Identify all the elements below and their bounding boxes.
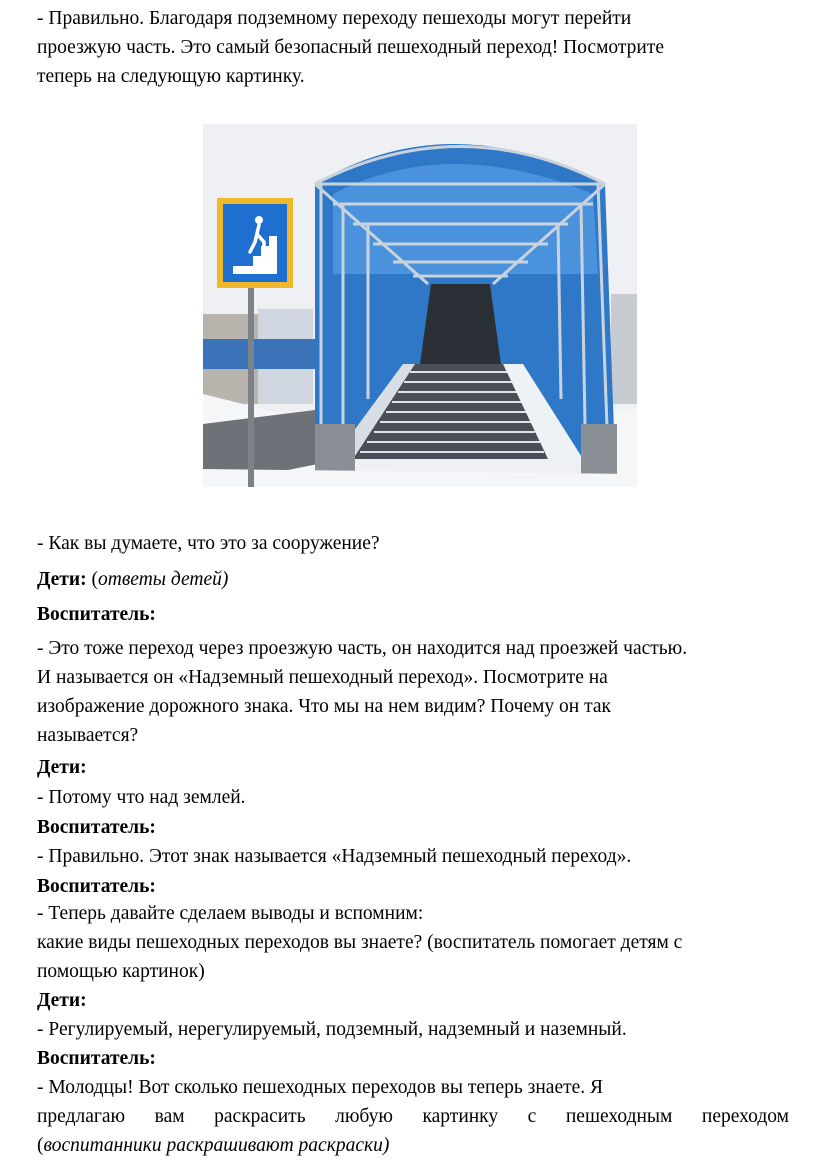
teacher-text-4-line-3 (37, 1131, 789, 1160)
intro-line-1: - Правильно. Благодаря подземному переходу пешеходы могут перейти (37, 8, 632, 29)
teacher-text-4-open-paren: ( (37, 1135, 44, 1156)
children-label-2: Дети: (37, 757, 87, 778)
teacher-text-3-line-3: помощью картинок) (37, 961, 205, 982)
intro-line-3: теперь на следующую картинку. (37, 66, 305, 87)
teacher-text-4-italic: воспитанники раскрашивают раскраски) (43, 1135, 390, 1156)
teacher-text-1 (37, 634, 789, 750)
intro-line-2: проезжую часть. Это самый безопасный пешеходный переход! Посмотрите (37, 37, 665, 58)
teacher-text-4-line-1: - Молодцы! Вот сколько пешеходных переходов вы теперь знаете. Я (37, 1077, 604, 1098)
teacher-text-1-line-1: - Это тоже переход через проезжую часть, он находится над проезжей частью. (37, 638, 688, 659)
children-label-1: Дети: (37, 569, 87, 590)
teacher-text-2: - Правильно. Этот знак называется «Надземный пешеходный переход». (37, 846, 632, 867)
children-text-3: - Регулируемый, нерегулируемый, подземный, надземный и наземный. (37, 1019, 627, 1040)
children-text-2: - Потому что над землей. (37, 787, 246, 808)
teacher-text-1-line-3: изображение дорожного знака. Что мы на нем видим? Почему он так (37, 696, 611, 717)
teacher-text-1-line-2: И называется он «Надземный пешеходный переход». Посмотрите на (37, 667, 608, 688)
teacher-text-4 (37, 1073, 789, 1160)
teacher-label-4: Воспитатель: (37, 1048, 156, 1069)
teacher-label-3: Воспитатель: (37, 876, 156, 897)
question-1: - Как вы думаете, что это за сооружение? (37, 533, 380, 554)
teacher-label-2: Воспитатель: (37, 817, 156, 838)
pedestrian-stairs-sign-icon (217, 198, 293, 288)
children-open-paren: ( (86, 569, 98, 590)
teacher-label-1: Воспитатель: (37, 604, 156, 625)
children-label-3: Дети: (37, 990, 87, 1011)
teacher-text-3-line-1: - Теперь давайте сделаем выводы и вспомним: (37, 903, 424, 924)
teacher-text-3-line-2: какие виды пешеходных переходов вы знаете? (воспитатель помогает детям с (37, 932, 683, 953)
children-line-1 (37, 565, 789, 594)
teacher-text-3 (37, 899, 789, 986)
teacher-text-1-line-4: называется? (37, 725, 139, 746)
overpass-photo (203, 124, 637, 487)
teacher-text-4-line-2: предлагаю вам раскрасить любую картинку с пешеходным переходом (37, 1106, 789, 1127)
children-answer-1: ответы детей) (98, 569, 229, 590)
intro-block (37, 4, 787, 91)
